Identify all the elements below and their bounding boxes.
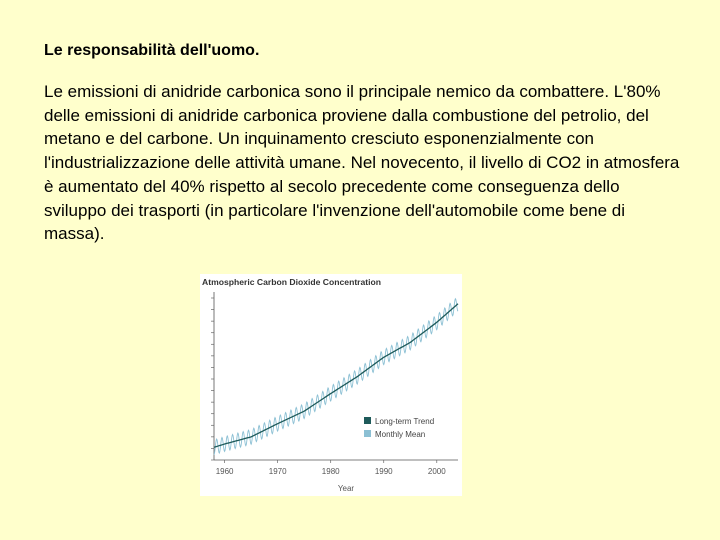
x-tick-label: 1990 [374,467,393,476]
co2-chart-svg [200,274,462,496]
x-tick-label: 1960 [215,467,234,476]
x-tick-label: 2000 [427,467,446,476]
x-axis-label: Year [337,484,355,493]
slide-body-text: Le emissioni di anidride carbonica sono il principale nemico da combattere. L'80% delle emissioni di anidride carbonica proviene dalla combustione del petrolio, del metano e del carbone. Un inquinamento cresciuto esponenzialmente con l'industrializzazione delle attività umane. Nel novecento, il livello di CO2 in atmosfera è aumentato del 40% rispetto al secolo precedente come conseguenza dello sviluppo dei trasporti (in particolare l'invenzione dell'automobile come bene di massa). [44,82,680,244]
legend-swatch [364,430,371,437]
slide-title: Le responsabilità dell'uomo. [44,42,260,59]
legend-swatch [364,417,371,424]
x-tick-label: 1970 [268,467,287,476]
legend-label: Long-term Trend [375,417,435,426]
legend-label: Monthly Mean [375,430,426,439]
x-tick-label: 1980 [321,467,340,476]
co2-chart [200,274,462,496]
chart-title: Atmospheric Carbon Dioxide Concentration [202,277,382,287]
